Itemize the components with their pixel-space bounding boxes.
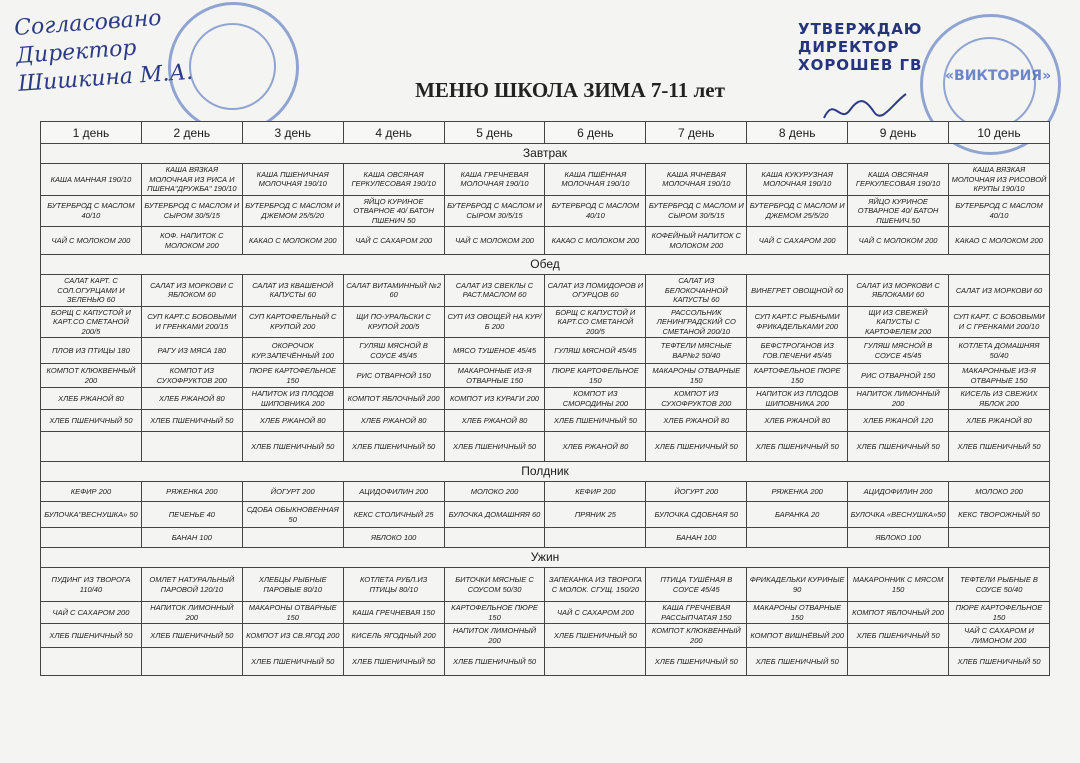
dish-cell: ХЛЕБ ПШЕНИЧНЫЙ 50 <box>646 648 747 676</box>
dish-row <box>41 528 1050 548</box>
dish-row <box>41 388 1050 410</box>
dish-cell: ХЛЕБ ПШЕНИЧНЫЙ 50 <box>242 432 343 462</box>
day-header: 1 день <box>41 122 142 144</box>
dish-row <box>41 568 1050 602</box>
dish-cell: КОМПОТ ЯБЛОЧНЫЙ 200 <box>343 388 444 410</box>
page-title: МЕНЮ ШКОЛА ЗИМА 7-11 лет <box>415 78 725 102</box>
menu-table <box>40 121 1050 676</box>
dish-cell: КАКАО С МОЛОКОМ 200 <box>242 227 343 255</box>
dish-cell: МАКАРОНЫ ОТВАРНЫЕ 150 <box>747 602 848 624</box>
approval-heading: УТВЕРЖДАЮ <box>798 20 923 38</box>
dish-cell <box>141 432 242 462</box>
approval-block <box>798 20 923 74</box>
dish-row <box>41 432 1050 462</box>
dish-row <box>41 410 1050 432</box>
dish-cell: ХЛЕБ ПШЕНИЧНЫЙ 50 <box>41 410 142 432</box>
dish-cell: МЯСО ТУШЕНОЕ 45/45 <box>444 338 545 364</box>
dish-cell: КАША МАННАЯ 190/10 <box>41 164 142 196</box>
dish-cell: ОКОРОЧОК КУР.ЗАПЕЧЁННЫЙ 100 <box>242 338 343 364</box>
dish-cell: СУП КАРТОФЕЛЬНЫЙ С КРУПОЙ 200 <box>242 306 343 338</box>
dish-cell: БОРЩ С КАПУСТОЙ И КАРТ.СО СМЕТАНОЙ 200/5 <box>41 306 142 338</box>
dish-cell: КАША ПШЁННАЯ МОЛОЧНАЯ 190/10 <box>545 164 646 196</box>
dish-cell: КАРТОФЕЛЬНОЕ ПЮРЕ 150 <box>444 602 545 624</box>
dish-cell: ГУЛЯШ МЯСНОЙ В СОУСЕ 45/45 <box>343 338 444 364</box>
dish-cell: ПЕЧЕНЬЕ 40 <box>141 502 242 528</box>
dish-cell: БИТОЧКИ МЯСНЫЕ С СОУСОМ 50/30 <box>444 568 545 602</box>
meal-section-row <box>41 548 1050 568</box>
dish-cell: ХЛЕБ ПШЕНИЧНЫЙ 50 <box>343 432 444 462</box>
dish-cell: БАРАНКА 20 <box>747 502 848 528</box>
dish-cell: БУЛОЧКА «ВЕСНУШКА»50 <box>848 502 949 528</box>
day-header: 5 день <box>444 122 545 144</box>
dish-cell: БУТЕРБРОД С МАСЛОМ И СЫРОМ 30/5/15 <box>646 195 747 227</box>
dish-cell: МАКАРОННЫЕ ИЗ-Я ОТВАРНЫЕ 150 <box>444 364 545 388</box>
dish-cell: БУЛОЧКА"ВЕСНУШКА» 50 <box>41 502 142 528</box>
dish-cell: ХЛЕБ ПШЕНИЧНЫЙ 50 <box>444 648 545 676</box>
dish-row <box>41 306 1050 338</box>
dish-row <box>41 624 1050 648</box>
dish-cell: ЩИ ИЗ СВЕЖЕЙ КАПУСТЫ С КАРТОФЕЛЕМ 200 <box>848 306 949 338</box>
dish-cell: СУП КАРТ. С БОБОВЫМИ И С ГРЕНКАМИ 200/10 <box>949 306 1050 338</box>
dish-cell: КОТЛЕТА ДОМАШНЯЯ 50/40 <box>949 338 1050 364</box>
dish-cell: БУТЕРБРОД С МАСЛОМ И ДЖЕМОМ 25/5/20 <box>747 195 848 227</box>
dish-cell: ЯБЛОКО 100 <box>848 528 949 548</box>
dish-row <box>41 502 1050 528</box>
dish-row <box>41 338 1050 364</box>
dish-cell: ХЛЕБ ПШЕНИЧНЫЙ 50 <box>646 432 747 462</box>
dish-cell: КАКАО С МОЛОКОМ 200 <box>949 227 1050 255</box>
dish-cell: КОМПОТ КЛЮКВЕННЫЙ 200 <box>646 624 747 648</box>
dish-cell: ХЛЕБ ПШЕНИЧНЫЙ 50 <box>343 648 444 676</box>
dish-cell <box>41 528 142 548</box>
dish-cell: МАКАРОННЫЕ ИЗ-Я ОТВАРНЫЕ 150 <box>949 364 1050 388</box>
dish-cell: ХЛЕБ РЖАНОЙ 80 <box>242 410 343 432</box>
dish-cell <box>41 432 142 462</box>
dish-cell: МОЛОКО 200 <box>444 482 545 502</box>
dish-cell: ЧАЙ С САХАРОМ 200 <box>343 227 444 255</box>
dish-cell: ХЛЕБ ПШЕНИЧНЫЙ 50 <box>747 432 848 462</box>
dish-cell: ЧАЙ С САХАРОМ 200 <box>747 227 848 255</box>
dish-cell: ХЛЕБ ПШЕНИЧНЫЙ 50 <box>444 432 545 462</box>
dish-cell: ХЛЕБ РЖАНОЙ 80 <box>646 410 747 432</box>
dish-cell: КЕФИР 200 <box>41 482 142 502</box>
dish-cell: БУТЕРБРОД С МАСЛОМ 40/10 <box>949 195 1050 227</box>
dish-cell: КОМПОТ ИЗ КУРАГИ 200 <box>444 388 545 410</box>
dish-cell: КЕКС СТОЛИЧНЫЙ 25 <box>343 502 444 528</box>
dish-cell: ПТИЦА ТУШЁНАЯ В СОУСЕ 45/45 <box>646 568 747 602</box>
dish-cell: КОМПОТ ЯБЛОЧНЫЙ 200 <box>848 602 949 624</box>
dish-cell: АЦИДОФИЛИН 200 <box>343 482 444 502</box>
dish-row <box>41 364 1050 388</box>
dish-cell: КОМПОТ ИЗ СВ.ЯГОД 200 <box>242 624 343 648</box>
dish-cell: БУЛОЧКА СДОБНАЯ 50 <box>646 502 747 528</box>
dish-cell: САЛАТ ИЗ МОРКОВИ 60 <box>949 275 1050 307</box>
dish-cell: РАГУ ИЗ МЯСА 180 <box>141 338 242 364</box>
dish-cell: ЧАЙ С САХАРОМ 200 <box>545 602 646 624</box>
dish-cell: ЩИ ПО-УРАЛЬСКИ С КРУПОЙ 200/5 <box>343 306 444 338</box>
dish-cell: БУТЕРБРОД С МАСЛОМ И СЫРОМ 30/5/15 <box>141 195 242 227</box>
meal-section-row <box>41 462 1050 482</box>
dish-row <box>41 195 1050 227</box>
day-header: 9 день <box>848 122 949 144</box>
dish-cell: САЛАТ ВИТАМИННЫЙ №2 60 <box>343 275 444 307</box>
dish-cell: КАША ВЯЗКАЯ МОЛОЧНАЯ ИЗ РИСА И ПШЕНА"ДРУЖБА" 190/10 <box>141 164 242 196</box>
dish-cell: БУТЕРБРОД С МАСЛОМ 40/10 <box>41 195 142 227</box>
dish-cell: РЯЖЕНКА 200 <box>747 482 848 502</box>
dish-cell: КОМПОТ ВИШНЁВЫЙ 200 <box>747 624 848 648</box>
dish-cell: ЙОГУРТ 200 <box>242 482 343 502</box>
dish-cell <box>242 528 343 548</box>
dish-cell <box>949 528 1050 548</box>
dish-cell: ЧАЙ С САХАРОМ 200 <box>41 602 142 624</box>
dish-cell: ВИНЕГРЕТ ОВОЩНОЙ 60 <box>747 275 848 307</box>
day-header: 7 день <box>646 122 747 144</box>
day-header-row <box>41 122 1050 144</box>
dish-cell: ХЛЕБ ПШЕНИЧНЫЙ 50 <box>141 410 242 432</box>
approval-line: Директор <box>15 35 138 69</box>
approval-line: Шишкина М.А. <box>17 59 194 97</box>
dish-cell: ХЛЕБ ПШЕНИЧНЫЙ 50 <box>141 624 242 648</box>
dish-cell: МАКАРОНЫ ОТВАРНЫЕ 150 <box>646 364 747 388</box>
meal-section-title: Полдник <box>41 462 1050 482</box>
dish-cell: ХЛЕБ РЖАНОЙ 80 <box>141 388 242 410</box>
dish-cell: КАКАО С МОЛОКОМ 200 <box>545 227 646 255</box>
dish-cell: ЧАЙ С МОЛОКОМ 200 <box>444 227 545 255</box>
dish-cell: БАНАН 100 <box>141 528 242 548</box>
dish-cell <box>848 648 949 676</box>
dish-cell <box>545 528 646 548</box>
dish-cell: КЕФИР 200 <box>545 482 646 502</box>
day-header: 2 день <box>141 122 242 144</box>
dish-cell: НАПИТОК ЛИМОННЫЙ 200 <box>141 602 242 624</box>
dish-cell: ПЮРЕ КАРТОФЕЛЬНОЕ 150 <box>545 364 646 388</box>
dish-row <box>41 164 1050 196</box>
dish-cell: ХЛЕБ ПШЕНИЧНЫЙ 50 <box>545 410 646 432</box>
seal-stamp-left <box>168 2 299 133</box>
dish-cell: КИСЕЛЬ ЯГОДНЫЙ 200 <box>343 624 444 648</box>
dish-cell: НАПИТОК ИЗ ПЛОДОВ ШИПОВНИКА 200 <box>747 388 848 410</box>
dish-cell: ФРИКАДЕЛЬКИ КУРИНЫЕ 90 <box>747 568 848 602</box>
dish-cell: ХЛЕБ ПШЕНИЧНЫЙ 50 <box>848 432 949 462</box>
dish-cell: БЕФСТРОГАНОВ ИЗ ГОВ.ПЕЧЕНИ 45/45 <box>747 338 848 364</box>
dish-cell: КОТЛЕТА РУБЛ.ИЗ ПТИЦЫ 80/10 <box>343 568 444 602</box>
dish-cell: КАША ГРЕЧНЕВАЯ МОЛОЧНАЯ 190/10 <box>444 164 545 196</box>
dish-cell: БУТЕРБРОД С МАСЛОМ И СЫРОМ 30/5/15 <box>444 195 545 227</box>
dish-cell: ХЛЕБ РЖАНОЙ 80 <box>343 410 444 432</box>
dish-cell: КОМПОТ ИЗ СМОРОДИНЫ 200 <box>545 388 646 410</box>
dish-cell: БОРЩ С КАПУСТОЙ И КАРТ.СО СМЕТАНОЙ 200/5 <box>545 306 646 338</box>
dish-cell: СУП КАРТ.С РЫБНЫМИ ФРИКАДЕЛЬКАМИ 200 <box>747 306 848 338</box>
dish-cell: ЧАЙ С САХАРОМ И ЛИМОНОМ 200 <box>949 624 1050 648</box>
dish-cell: МАКАРОНЫ ОТВАРНЫЕ 150 <box>242 602 343 624</box>
dish-cell: САЛАТ КАРТ. С СОЛ.ОГУРЦАМИ И ЗЕЛЕНЬЮ 60 <box>41 275 142 307</box>
dish-cell: КОФЕЙНЫЙ НАПИТОК С МОЛОКОМ 200 <box>646 227 747 255</box>
dish-cell: ХЛЕБ РЖАНОЙ 80 <box>747 410 848 432</box>
dish-cell: КАША ГРЕЧНЕВАЯ 150 <box>343 602 444 624</box>
dish-cell: КАРТОФЕЛЬНОЕ ПЮРЕ 150 <box>747 364 848 388</box>
dish-cell: ОМЛЕТ НАТУРАЛЬНЫЙ ПАРОВОЙ 120/10 <box>141 568 242 602</box>
dish-cell: ХЛЕБ ПШЕНИЧНЫЙ 50 <box>949 432 1050 462</box>
dish-cell: КАША ГРЕЧНЕВАЯ РАССЫПЧАТАЯ 150 <box>646 602 747 624</box>
dish-cell: ГУЛЯШ МЯСНОЙ 45/45 <box>545 338 646 364</box>
day-header: 10 день <box>949 122 1050 144</box>
dish-cell: ХЛЕБ ПШЕНИЧНЫЙ 50 <box>949 648 1050 676</box>
dish-cell: НАПИТОК ИЗ ПЛОДОВ ШИПОВНИКА 200 <box>242 388 343 410</box>
dish-cell: КАША ОВСЯНАЯ ГЕРКУЛЕСОВАЯ 190/10 <box>848 164 949 196</box>
day-header: 8 день <box>747 122 848 144</box>
dish-cell: КОМПОТ ИЗ СУХОФРУКТОВ 200 <box>646 388 747 410</box>
meal-section-row <box>41 144 1050 164</box>
dish-cell: ЧАЙ С МОЛОКОМ 200 <box>41 227 142 255</box>
approval-line: Согласовано <box>13 5 163 42</box>
dish-cell <box>545 648 646 676</box>
day-header: 4 день <box>343 122 444 144</box>
dish-cell: ХЛЕБ ПШЕНИЧНЫЙ 50 <box>545 624 646 648</box>
dish-cell: ПЮРЕ КАРТОФЕЛЬНОЕ 150 <box>949 602 1050 624</box>
dish-row <box>41 482 1050 502</box>
dish-cell: ХЛЕБ ПШЕНИЧНЫЙ 50 <box>848 624 949 648</box>
dish-cell: РИС ОТВАРНОЙ 150 <box>848 364 949 388</box>
dish-cell: НАПИТОК ЛИМОННЫЙ 200 <box>444 624 545 648</box>
dish-cell <box>41 648 142 676</box>
dish-cell: БУЛОЧКА ДОМАШНЯЯ 60 <box>444 502 545 528</box>
dish-row <box>41 275 1050 307</box>
dish-cell: ХЛЕБ ПШЕНИЧНЫЙ 50 <box>41 624 142 648</box>
dish-cell: ХЛЕБ РЖАНОЙ 80 <box>949 410 1050 432</box>
dish-cell: ГУЛЯШ МЯСНОЙ В СОУСЕ 45/45 <box>848 338 949 364</box>
day-header: 6 день <box>545 122 646 144</box>
dish-cell <box>444 528 545 548</box>
dish-cell: ТЕФТЕЛИ РЫБНЫЕ В СОУСЕ 50/40 <box>949 568 1050 602</box>
dish-cell: КЕКС ТВОРОЖНЫЙ 50 <box>949 502 1050 528</box>
dish-cell: ЧАЙ С МОЛОКОМ 200 <box>848 227 949 255</box>
dish-cell: ХЛЕБ РЖАНОЙ 80 <box>545 432 646 462</box>
dish-cell: ЗАПЕКАНКА ИЗ ТВОРОГА С МОЛОК. СГУЩ. 150/20 <box>545 568 646 602</box>
dish-cell: НАПИТОК ЛИМОННЫЙ 200 <box>848 388 949 410</box>
dish-cell: ХЛЕБ РЖАНОЙ 120 <box>848 410 949 432</box>
meal-section-title: Завтрак <box>41 144 1050 164</box>
dish-cell <box>141 648 242 676</box>
dish-cell: КАША ОВСЯНАЯ ГЕРКУЛЕСОВАЯ 190/10 <box>343 164 444 196</box>
dish-cell: КАША ПШЕНИЧНАЯ МОЛОЧНАЯ 190/10 <box>242 164 343 196</box>
dish-cell: САЛАТ ИЗ БЕЛОКОЧАННОЙ КАПУСТЫ 60 <box>646 275 747 307</box>
dish-cell: РАССОЛЬНИК ЛЕНИНГРАДСКИЙ СО СМЕТАНОЙ 200/10 <box>646 306 747 338</box>
dish-cell: ХЛЕБ РЖАНОЙ 80 <box>41 388 142 410</box>
dish-row <box>41 648 1050 676</box>
dish-cell: САЛАТ ИЗ СВЕКЛЫ С РАСТ.МАСЛОМ 60 <box>444 275 545 307</box>
dish-cell: ХЛЕБЦЫ РЫБНЫЕ ПАРОВЫЕ 80/10 <box>242 568 343 602</box>
dish-cell: ТЕФТЕЛИ МЯСНЫЕ ВАР№2 50/40 <box>646 338 747 364</box>
dish-cell: ПУДИНГ ИЗ ТВОРОГА 110/40 <box>41 568 142 602</box>
dish-cell: СДОБА ОБЫКНОВЕННАЯ 50 <box>242 502 343 528</box>
dish-cell <box>747 528 848 548</box>
dish-row <box>41 602 1050 624</box>
dish-cell: АЦИДОФИЛИН 200 <box>848 482 949 502</box>
dish-cell: САЛАТ ИЗ МОРКОВИ С ЯБЛОКАМИ 60 <box>848 275 949 307</box>
dish-cell: КАША ЯЧНЕВАЯ МОЛОЧНАЯ 190/10 <box>646 164 747 196</box>
dish-cell: СУП КАРТ.С БОБОВЫМИ И ГРЕНКАМИ 200/15 <box>141 306 242 338</box>
dish-cell: ЯЙЦО КУРИНОЕ ОТВАРНОЕ 40/ БАТОН ПШЕНИЧ.50 <box>848 195 949 227</box>
dish-row <box>41 227 1050 255</box>
dish-cell: САЛАТ ИЗ КВАШЕНОЙ КАПУСТЫ 60 <box>242 275 343 307</box>
dish-cell: КОФ. НАПИТОК С МОЛОКОМ 200 <box>141 227 242 255</box>
dish-cell: СУП ИЗ ОВОЩЕЙ НА КУР/Б 200 <box>444 306 545 338</box>
day-header: 3 день <box>242 122 343 144</box>
dish-cell: ПЛОВ ИЗ ПТИЦЫ 180 <box>41 338 142 364</box>
dish-cell: ПРЯНИК 25 <box>545 502 646 528</box>
dish-cell: ХЛЕБ РЖАНОЙ 80 <box>444 410 545 432</box>
stamp-company-name: «ВИКТОРИЯ» <box>945 68 1052 84</box>
meal-section-row <box>41 255 1050 275</box>
dish-cell: КАША КУКУРУЗНАЯ МОЛОЧНАЯ 190/10 <box>747 164 848 196</box>
dish-cell: ЙОГУРТ 200 <box>646 482 747 502</box>
meal-section-title: Ужин <box>41 548 1050 568</box>
dish-cell: БАНАН 100 <box>646 528 747 548</box>
approval-position: ДИРЕКТОР <box>798 38 900 56</box>
dish-cell: КИСЕЛЬ ИЗ СВЕЖИХ ЯБЛОК 200 <box>949 388 1050 410</box>
dish-cell: САЛАТ ИЗ ПОМИДОРОВ И ОГУРЦОВ 60 <box>545 275 646 307</box>
dish-cell: ЯЙЦО КУРИНОЕ ОТВАРНОЕ 40/ БАТОН ПШЕНИЧ 50 <box>343 195 444 227</box>
dish-cell: КАША ВЯЗКАЯ МОЛОЧНАЯ ИЗ РИСОВОЙ КРУПЫ 190/10 <box>949 164 1050 196</box>
approval-person: ХОРОШЕВ ГВ <box>798 56 923 74</box>
dish-cell: МОЛОКО 200 <box>949 482 1050 502</box>
dish-cell: ХЛЕБ ПШЕНИЧНЫЙ 50 <box>242 648 343 676</box>
dish-cell: ЯБЛОКО 100 <box>343 528 444 548</box>
dish-cell: ПЮРЕ КАРТОФЕЛЬНОЕ 150 <box>242 364 343 388</box>
dish-cell: РИС ОТВАРНОЙ 150 <box>343 364 444 388</box>
dish-cell: САЛАТ ИЗ МОРКОВИ С ЯБЛОКОМ 60 <box>141 275 242 307</box>
dish-cell: БУТЕРБРОД С МАСЛОМ 40/10 <box>545 195 646 227</box>
dish-cell: БУТЕРБРОД С МАСЛОМ И ДЖЕМОМ 25/5/20 <box>242 195 343 227</box>
dish-cell: МАКАРОННИК С МЯСОМ 150 <box>848 568 949 602</box>
dish-cell: ХЛЕБ ПШЕНИЧНЫЙ 50 <box>747 648 848 676</box>
dish-cell: КОМПОТ ИЗ СУХОФРУКТОВ 200 <box>141 364 242 388</box>
meal-section-title: Обед <box>41 255 1050 275</box>
dish-cell: КОМПОТ КЛЮКВЕННЫЙ 200 <box>41 364 142 388</box>
dish-cell: РЯЖЕНКА 200 <box>141 482 242 502</box>
